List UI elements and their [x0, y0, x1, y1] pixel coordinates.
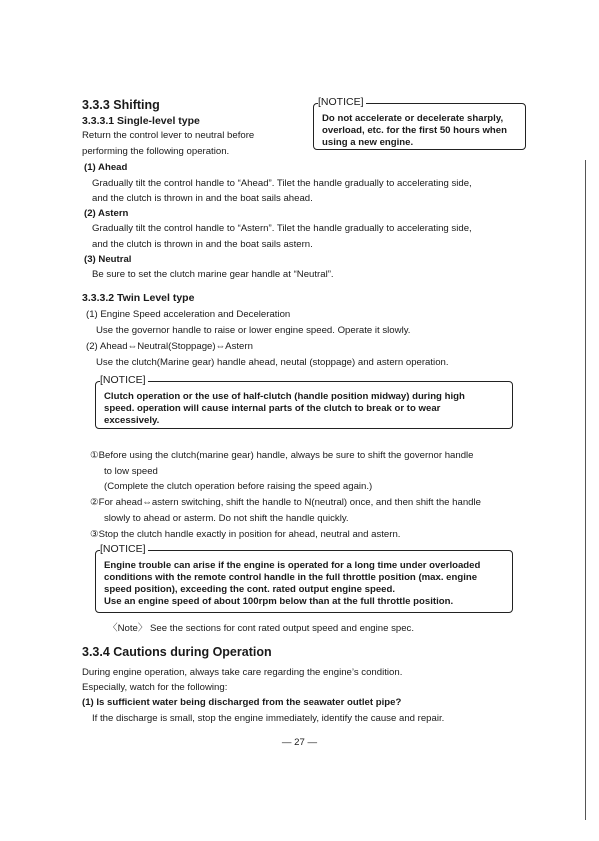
- notice-box-2: [95, 374, 513, 429]
- notice-box-1: [313, 96, 526, 150]
- item-label-neutral: (3) Neutral: [84, 254, 132, 265]
- subsection-heading-3-3-3-1: 3.3.3.1 Single-level type: [82, 115, 200, 127]
- subsection-heading-3-3-3-2: 3.3.3.2 Twin Level type: [82, 292, 195, 304]
- caution-item-1-text: If the discharge is small, stop the engine immediately, identify the cause and repair.: [92, 713, 445, 724]
- caution-item-1-label: (1) Is sufficient water being discharged from the seawater outlet pipe?: [82, 697, 402, 708]
- twin-item-2-text: Use the clutch(Marine gear) handle ahead, neutal (stoppage) and astern operation.: [96, 357, 449, 368]
- twin-item-2-label: (2) Ahead⇔Neutral(Stoppage)⇔Astern: [86, 341, 253, 352]
- step-1-note: (Complete the clutch operation before raising the speed again.): [104, 481, 373, 492]
- intro-line-2: performing the following operation.: [82, 146, 230, 157]
- notice-box-3: [95, 543, 513, 613]
- step-2-line-1: ②For ahead⇔astern switching, shift the handle to N(neutral) once, and then shift the handle: [90, 497, 481, 508]
- item-label-ahead: (1) Ahead: [84, 162, 128, 173]
- notice-3-line-2: conditions with the remote control handle in the full throttle position (max. engine: [104, 572, 478, 583]
- notice-2-line-3: excessively.: [104, 415, 160, 426]
- notice-2-line-1: Clutch operation or the use of half-clutch (handle position midway) during high: [104, 391, 465, 402]
- note-text: See the sections for cont rated output speed and engine spec.: [150, 623, 415, 634]
- cautions-intro-2: Especially, watch for the following:: [82, 682, 228, 693]
- notice-tag: [NOTICE]: [100, 543, 146, 555]
- item-text-ahead-1: Gradually tilt the control handle to “Ahead”. Tilet the handle gradually to accelerating side,: [92, 178, 472, 189]
- item-text-ahead-2: and the clutch is thrown in and the boat sails ahead.: [92, 193, 313, 204]
- scan-edge-line: [585, 160, 586, 820]
- intro-line-1: Return the control lever to neutral before: [82, 130, 255, 141]
- note-label: 〈Note〉: [108, 623, 148, 634]
- item-text-astern-1: Gradually tilt the control handle to “Astern”. Tilet the handle gradually to accelerating side,: [92, 223, 472, 234]
- item-text-neutral-1: Be sure to set the clutch marine gear handle at “Neutral”.: [92, 269, 334, 280]
- step-3-line-1: ③Stop the clutch handle exactly in position for ahead, neutral and astern.: [90, 529, 401, 540]
- notice-1-line-2: overload, etc. for the first 50 hours when: [322, 125, 507, 136]
- section-heading-3-3-4: 3.3.4 Cautions during Operation: [82, 645, 272, 659]
- notice-3-line-1: Engine trouble can arise if the engine is operated for a long time under overloaded: [104, 560, 481, 571]
- notice-2-line-2: speed. operation will cause internal parts of the clutch to break or to wear: [104, 403, 441, 414]
- twin-item-1-label: (1) Engine Speed acceleration and Deceleration: [86, 309, 291, 320]
- step-2-line-2: slowly to ahead or asterm. Do not shift the handle quickly.: [104, 513, 349, 524]
- notice-1-line-3: using a new engine.: [322, 137, 414, 148]
- step-1-line-1: ①Before using the clutch(marine gear) handle, always be sure to shift the governor handle: [90, 450, 474, 461]
- notice-tag: [NOTICE]: [100, 374, 146, 386]
- notice-3-line-3: speed position), exceeding the cont. rated output engine speed.: [104, 584, 396, 595]
- notice-tag: [NOTICE]: [318, 96, 364, 108]
- item-label-astern: (2) Astern: [84, 208, 129, 219]
- cautions-intro-1: During engine operation, always take care regarding the engine’s condition.: [82, 667, 403, 678]
- notice-3-line-4: Use an engine speed of about 100rpm below than at the full throttle position.: [104, 596, 454, 607]
- page-number: — 27 —: [281, 737, 318, 748]
- section-heading-3-3-3: 3.3.3 Shifting: [82, 98, 160, 112]
- item-text-astern-2: and the clutch is thrown in and the boat sails astern.: [92, 239, 313, 250]
- twin-item-1-text: Use the governor handle to raise or lower engine speed. Operate it slowly.: [96, 325, 411, 336]
- notice-1-line-1: Do not accelerate or decelerate sharply,: [322, 113, 504, 124]
- step-1-line-2: to low speed: [104, 466, 158, 477]
